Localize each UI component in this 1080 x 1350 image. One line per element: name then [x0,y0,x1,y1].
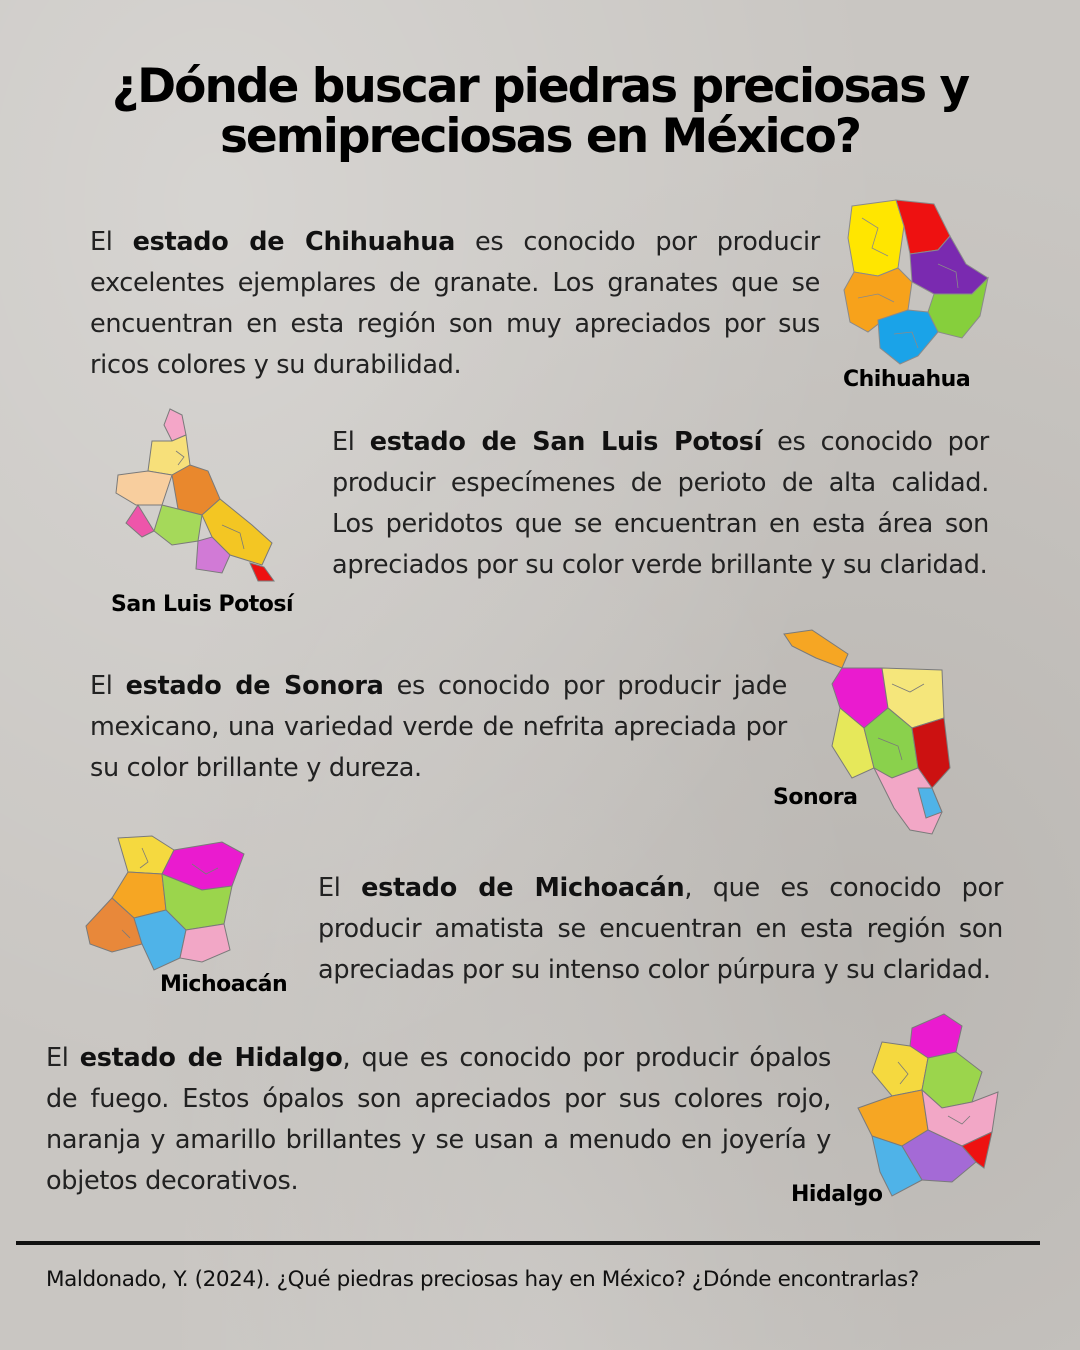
divider-rule [16,1241,1040,1245]
michoacan-paragraph: El estado de Michoacán, que es conocido por producir amatista se encuentran en esta región son apreciadas por su intenso color púrpura y su claridad. [318,873,1004,985]
hidalgo-map-icon [852,1012,1000,1200]
sonora-paragraph: El estado de Sonora es conocido por producir jade mexicano, una variedad verde de nefrita apreciada por su color brillante y dureza. [90,671,787,783]
citation: Maldonado, Y. (2024). ¿Qué piedras preciosas hay en México? ¿Dónde encontrarlas? [46,1267,919,1292]
hidalgo-map-label: Hidalgo [791,1182,883,1207]
san-luis-potosi-map-label: San Luis Potosí [111,592,293,617]
san-luis-potosi-state-name: estado de San Luis Potosí [369,427,763,457]
chihuahua-state-name: estado de Chihuahua [132,227,455,257]
sonora-state-name: estado de Sonora [125,671,384,701]
chihuahua-map-label: Chihuahua [843,367,971,392]
michoacan-map-label: Michoacán [160,972,288,997]
title-line-1: ¿Dónde buscar piedras preciosas y [111,59,969,114]
michoacan-map-icon [82,834,248,974]
chihuahua-paragraph: El estado de Chihuahua es conocido por producir excelentes ejemplares de granate. Los granates que se encuentran en esta región son muy apreciados por sus ricos colores y su durabilidad. [90,227,820,380]
san-luis-potosi-map-icon [112,405,284,585]
san-luis-potosi-paragraph: El estado de San Luis Potosí es conocido por producir especímenes de perioto de alta calidad. Los peridotos que se encuentran en esta área son apreciados por su color verde brillante y su claridad. [332,427,989,580]
title-line-2: semipreciosas en México? [219,109,861,164]
michoacan-state-name: estado de Michoacán [361,873,685,903]
page-title [40,59,1040,164]
chihuahua-map-icon [838,198,994,368]
sonora-map-label: Sonora [773,785,858,810]
hidalgo-state-name: estado de Hidalgo [79,1043,343,1073]
hidalgo-paragraph: El estado de Hidalgo, que es conocido por producir ópalos de fuego. Estos ópalos son apreciados por sus colores rojo, naranja y amarillo brillantes y se usan a menudo en joyería y objetos decorativos. [46,1043,832,1196]
